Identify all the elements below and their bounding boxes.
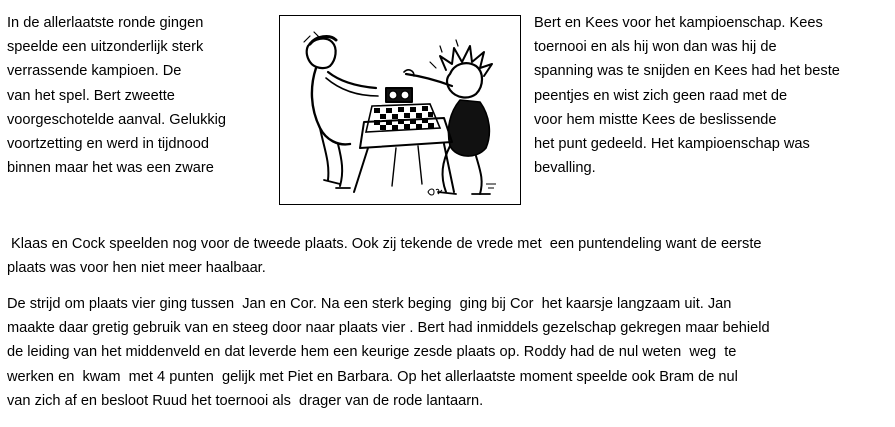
paragraph-line: Klaas en Cock speelden nog voor de tweede plaats. Ook zij tekende de vrede met een puntendeling want de eerste — [7, 236, 762, 252]
paragraph-line: van zich af en besloot Ruud het toernooi als drager van de rode lantaarn. — [7, 392, 484, 409]
paragraph-standings — [7, 292, 892, 413]
left-line: van het spel. Bert zweette — [7, 87, 175, 104]
left-text-column — [7, 11, 226, 180]
right-line: peentjes en wist zich geen raad met de — [534, 87, 788, 104]
right-line: voor hem mistte Kees de beslissende — [534, 111, 777, 128]
chess-players-sketch-icon — [280, 16, 520, 204]
left-line: voorgeschotelde aanval. Gelukkig — [7, 111, 227, 128]
right-line: bevalling. — [534, 160, 596, 177]
right-line: Bert en Kees voor het kampioenschap. Kees — [534, 15, 823, 31]
chess-illustration — [279, 15, 521, 205]
left-line: speelde een uitzonderlijk sterk — [7, 39, 204, 56]
right-line: spanning was te snijden en Kees had het beste — [534, 63, 840, 80]
left-line: In de allerlaatste ronde gingen — [7, 15, 204, 31]
left-line: binnen maar het was een zware — [7, 160, 214, 177]
paragraph-line: de leiding van het middenveld en dat leverde hem een keurige zesde plaats op. Roddy had de nul weten weg te — [7, 344, 737, 361]
paragraph-line: maakte daar gretig gebruik van en steeg door naar plaats vier . Bert had inmiddels gezelschap gekregen maar behield — [7, 320, 770, 337]
paragraph-second-place — [7, 232, 892, 280]
paragraph-line: werken en kwam met 4 punten gelijk met Piet en Barbara. Op het allerlaatste moment speelde ook Bram de nul — [7, 368, 738, 385]
left-line: verrassende kampioen. De — [7, 63, 182, 80]
right-line: het punt gedeeld. Het kampioenschap was — [534, 136, 810, 153]
paragraph-line: De strijd om plaats vier ging tussen Jan en Cor. Na een sterk beging ging bij Cor het kaarsje langzaam uit. Jan — [7, 296, 732, 312]
right-line: toernooi en als hij won dan was hij de — [534, 39, 777, 56]
left-line: voortzetting en werd in tijdnood — [7, 136, 210, 153]
right-text-column — [534, 11, 840, 180]
paragraph-line: plaats was voor hen niet meer haalbaar. — [7, 260, 266, 277]
